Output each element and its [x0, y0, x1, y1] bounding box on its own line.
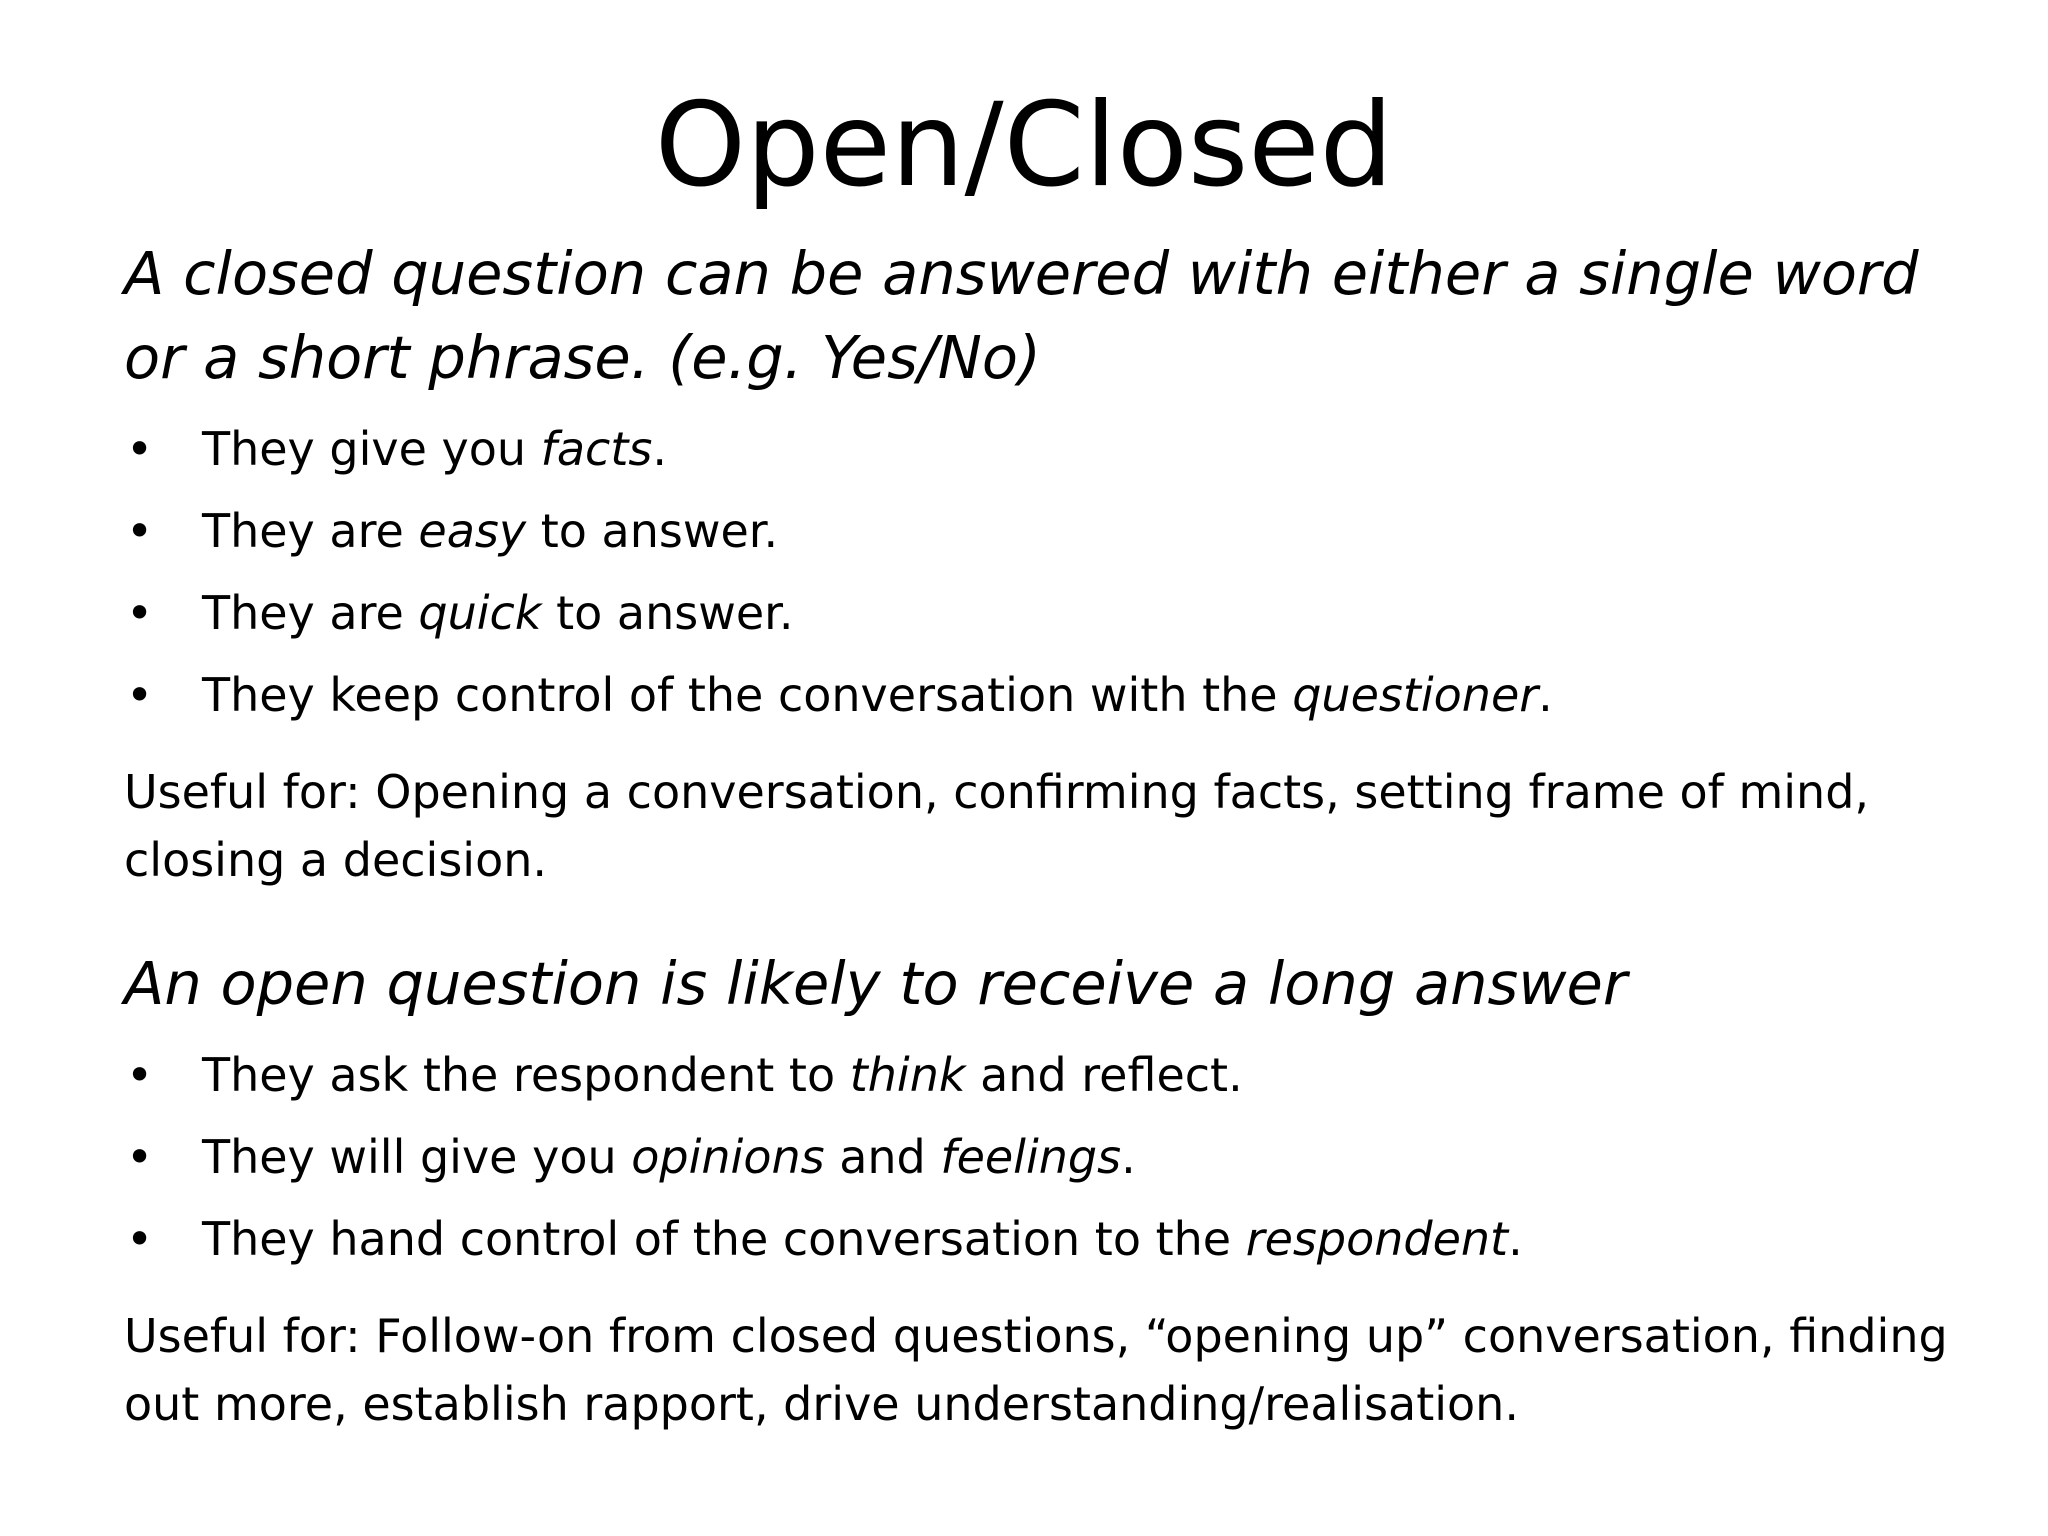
open-question-useful-for: Useful for: Follow-on from closed questions, “opening up” conversation, finding out more, establish rapport, drive understanding/realisation. [124, 1309, 1948, 1431]
open-question-definition: An open question is likely to receive a long answer [124, 949, 1628, 1018]
list-item: • They keep control of the conversation with the questioner. [124, 654, 1954, 736]
bullet-icon: • [126, 586, 154, 640]
slide-content [124, 232, 1954, 1438]
bullet-icon: • [126, 504, 154, 558]
bullet-icon: • [126, 422, 154, 476]
bullet-icon: • [126, 1130, 154, 1184]
bullet-icon: • [126, 668, 154, 722]
slide-title: Open/Closed [654, 78, 1394, 213]
bullet-icon: • [126, 1212, 154, 1266]
closed-question-bullets [124, 408, 1954, 736]
list-item: • They ask the respondent to think and reflect. [124, 1034, 1954, 1116]
list-item: • They are quick to answer. [124, 572, 1954, 654]
list-item: • They give you facts. [124, 408, 1954, 490]
list-item: • They hand control of the conversation to the respondent. [124, 1198, 1954, 1280]
open-question-bullets [124, 1034, 1954, 1280]
list-item: • They will give you opinions and feelings. [124, 1116, 1954, 1198]
list-item: • They are easy to answer. [124, 490, 1954, 572]
bullet-icon: • [126, 1048, 154, 1102]
closed-question-definition: A closed question can be answered with either a single word or a short phrase. (e.g. Yes/No) [124, 239, 1919, 392]
closed-question-useful-for: Useful for: Opening a conversation, confirming facts, setting frame of mind, closing a decision. [124, 765, 1870, 887]
